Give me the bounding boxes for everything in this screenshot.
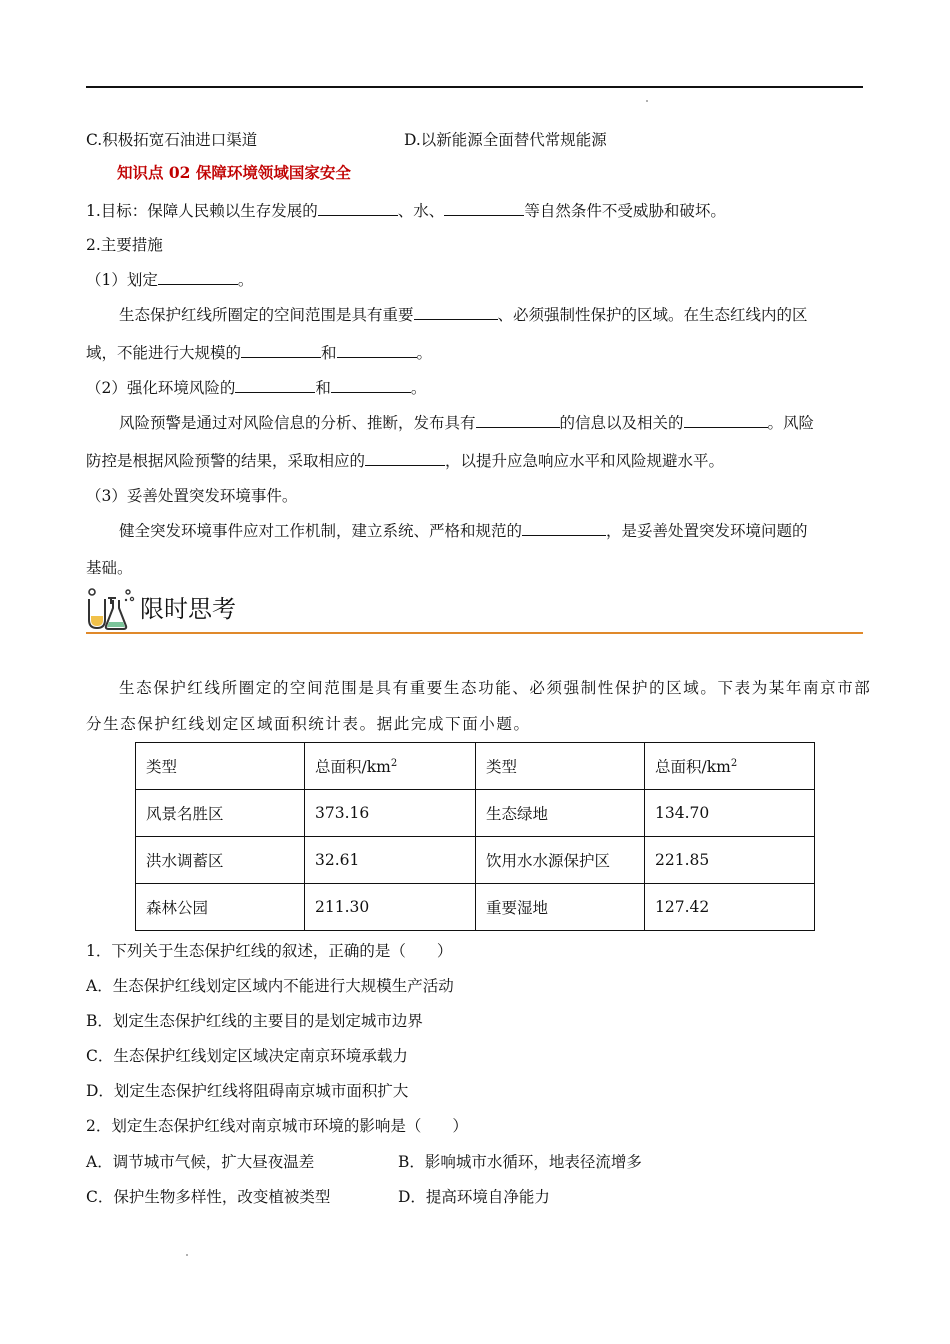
q1-option-b: B．划定生态保护红线的主要目的是划定城市边界 — [86, 1012, 423, 1030]
measure-1: （1）划定 。 — [86, 271, 254, 289]
knowledge-point-title: 知识点 02 保障环境领域国家安全 — [117, 163, 351, 182]
table-cell: 221.85 — [645, 837, 815, 884]
q1-stem: 1．下列关于生态保护红线的叙述，正确的是（ ） — [86, 942, 453, 960]
blank — [241, 342, 321, 358]
table-cell: 洪水调蓄区 — [136, 837, 305, 884]
measure-2-desc-line1: 风险预警是通过对风险信息的分析、推断，发布具有 的信息以及相关的 。风险 — [119, 414, 815, 432]
table-cell: 生态绿地 — [476, 790, 645, 837]
blank — [365, 450, 445, 466]
table-row — [136, 790, 815, 837]
table-cell: 127.42 — [645, 884, 815, 931]
section-rule — [86, 632, 863, 634]
measure-2: （2）强化环境风险的 和 。 — [86, 379, 427, 397]
q1-option-c: C．生态保护红线划定区域决定南京环境承载力 — [86, 1047, 408, 1065]
table-cell: 森林公园 — [136, 884, 305, 931]
blank — [318, 200, 398, 216]
lab-flask-icon — [86, 586, 136, 632]
table-cell: 重要湿地 — [476, 884, 645, 931]
blank — [684, 412, 768, 428]
speck — [646, 100, 648, 102]
measure-3: （3）妥善处置突发环境事件。 — [86, 487, 298, 505]
measures-title: 2.主要措施 — [86, 236, 163, 254]
blank — [444, 200, 524, 216]
blank — [522, 520, 606, 536]
area-statistics-table — [135, 742, 815, 931]
blank — [158, 269, 238, 285]
measure-1-desc-line2: 域，不能进行大规模的 和 。 — [86, 344, 433, 362]
q2-option-a: A．调节城市气候，扩大昼夜温差 — [86, 1153, 315, 1171]
q1-option-d: D．划定生态保护红线将阻碍南京城市面积扩大 — [86, 1082, 409, 1100]
q1-option-a: A．生态保护红线划定区域内不能进行大规模生产活动 — [86, 977, 454, 995]
blank — [337, 342, 417, 358]
blank — [331, 377, 411, 393]
q2-option-c: C．保护生物多样性，改变植被类型 — [86, 1188, 331, 1206]
section-heading: 限时思考 — [140, 595, 236, 623]
header-area: 总面积$/km^2$ — [305, 743, 476, 790]
table-cell: 211.30 — [305, 884, 476, 931]
option-c-prev: C.积极拓宽石油进口渠道 — [86, 131, 258, 149]
table-cell: 32.61 — [305, 837, 476, 884]
blank — [414, 304, 498, 320]
option-d-prev: D.以新能源全面替代常规能源 — [404, 131, 607, 149]
blank — [476, 412, 560, 428]
speck — [186, 1254, 188, 1256]
measure-3-desc-line1: 健全突发环境事件应对工作机制，建立系统、严格和规范的 ，是妥善处置突发环境问题的 — [119, 522, 808, 540]
measure-1-desc-line1: 生态保护红线所圈定的空间范围是具有重要 、必须强制性保护的区域。在生态红线内的区 — [119, 306, 808, 324]
q2-option-d: D．提高环境自净能力 — [398, 1188, 550, 1206]
table-cell: 饮用水水源保护区 — [476, 837, 645, 884]
measure-3-desc-line2: 基础。 — [86, 559, 133, 577]
intro-line2: 分生态保护红线划定区域面积统计表。据此完成下面小题。 — [86, 715, 531, 733]
table-cell: 134.70 — [645, 790, 815, 837]
header-rule — [86, 86, 863, 88]
q2-stem: 2．划定生态保护红线对南京城市环境的影响是（ ） — [86, 1117, 468, 1135]
intro-line1: 生态保护红线所圈定的空间范围是具有重要生态功能、必须强制性保护的区域。下表为某年南京市部 — [119, 679, 872, 697]
measure-2-desc-line2: 防控是根据风险预警的结果，采取相应的 ，以提升应急响应水平和风险规避水平。 — [86, 452, 725, 470]
q2-option-b: B．影响城市水循环，地表径流增多 — [398, 1153, 642, 1171]
table-cell: 风景名胜区 — [136, 790, 305, 837]
blank — [235, 377, 315, 393]
header-area-2: 总面积$/km^2$ — [645, 743, 815, 790]
header-type: 类型 — [136, 743, 305, 790]
table-row — [136, 837, 815, 884]
header-type-2: 类型 — [476, 743, 645, 790]
table-header-row — [136, 743, 815, 790]
table-cell: 373.16 — [305, 790, 476, 837]
table-row — [136, 884, 815, 931]
goal-line: 1.目标：保障人民赖以生存发展的 、水、 等自然条件不受威胁和破坏。 — [86, 202, 726, 220]
